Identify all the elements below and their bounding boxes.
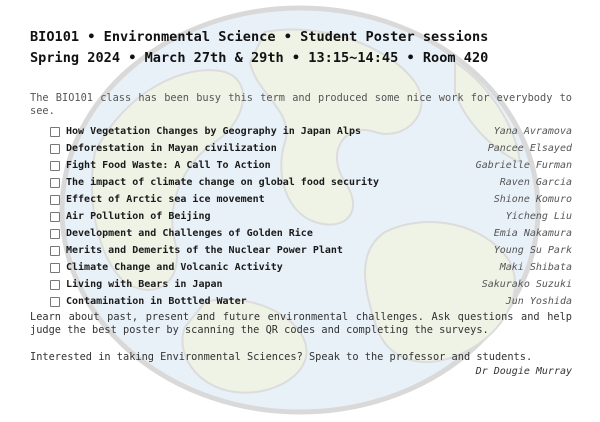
title-line-2: Spring 2024 • March 27th & 29th • 13:15~14:45 • Room 420 (30, 50, 489, 66)
poster-title: Development and Challenges of Golden Rice (66, 228, 313, 239)
poster-item (50, 174, 572, 191)
poster-title: Living with Bears in Japan (66, 279, 223, 290)
poster-title: Fight Food Waste: A Call To Action (66, 160, 271, 171)
poster-title: Effect of Arctic sea ice movement (66, 194, 265, 205)
poster-checkbox[interactable] (50, 212, 60, 222)
poster-author: Sakurako Suzuki (481, 279, 572, 290)
poster-item (50, 293, 572, 310)
poster-item (50, 140, 572, 157)
signature: Dr Dougie Murray (475, 366, 572, 377)
poster-item (50, 123, 572, 140)
poster-title: Merits and Demerits of the Nuclear Power Plant (66, 245, 343, 256)
poster-checkbox[interactable] (50, 246, 60, 256)
poster-checkbox[interactable] (50, 144, 60, 154)
poster-item (50, 225, 572, 242)
poster-title: Climate Change and Volcanic Activity (66, 262, 283, 273)
outro-text: Learn about past, present and future environmental challenges. Ask questions and help judge the best poster by scanning the QR codes and completing the surveys. (30, 311, 572, 336)
poster-item (50, 157, 572, 174)
poster-author: Jun Yoshida (505, 296, 572, 307)
poster-item (50, 208, 572, 225)
poster-title: Contamination in Bottled Water (66, 296, 247, 307)
poster-item (50, 242, 572, 259)
poster-author: Gabrielle Furman (475, 160, 572, 171)
poster-author: Yicheng Liu (505, 211, 572, 222)
poster-list (50, 123, 572, 310)
poster-title: Deforestation in Mayan civilization (66, 143, 277, 154)
poster-checkbox[interactable] (50, 195, 60, 205)
poster-checkbox[interactable] (50, 297, 60, 307)
poster-author: Young Su Park (493, 245, 572, 256)
poster-checkbox[interactable] (50, 229, 60, 239)
poster-author: Shione Komuro (493, 194, 572, 205)
poster-title: The impact of climate change on global food security (66, 177, 380, 188)
title-line-1: BIO101 • Environmental Science • Student Poster sessions (30, 29, 489, 45)
poster-item (50, 276, 572, 293)
poster-title: Air Pollution of Beijing (66, 211, 211, 222)
poster-checkbox[interactable] (50, 127, 60, 137)
poster-checkbox[interactable] (50, 263, 60, 273)
poster-author: Emia Nakamura (493, 228, 572, 239)
intro-text: The BIO101 class has been busy this term and produced some nice work for everybody to see. (30, 92, 572, 117)
page-title (30, 27, 488, 69)
poster-author: Pancee Elsayed (487, 143, 572, 154)
poster-item (50, 259, 572, 276)
poster-author: Maki Shibata (499, 262, 572, 273)
poster-checkbox[interactable] (50, 161, 60, 171)
closing-text: Interested in taking Environmental Sciences? Speak to the professor and students. (30, 351, 533, 363)
poster-author: Raven Garcia (499, 177, 572, 188)
poster-author: Yana Avramova (493, 126, 572, 137)
poster-checkbox[interactable] (50, 178, 60, 188)
poster-item (50, 191, 572, 208)
poster-title: How Vegetation Changes by Geography in Japan Alps (66, 126, 362, 137)
poster-checkbox[interactable] (50, 280, 60, 290)
